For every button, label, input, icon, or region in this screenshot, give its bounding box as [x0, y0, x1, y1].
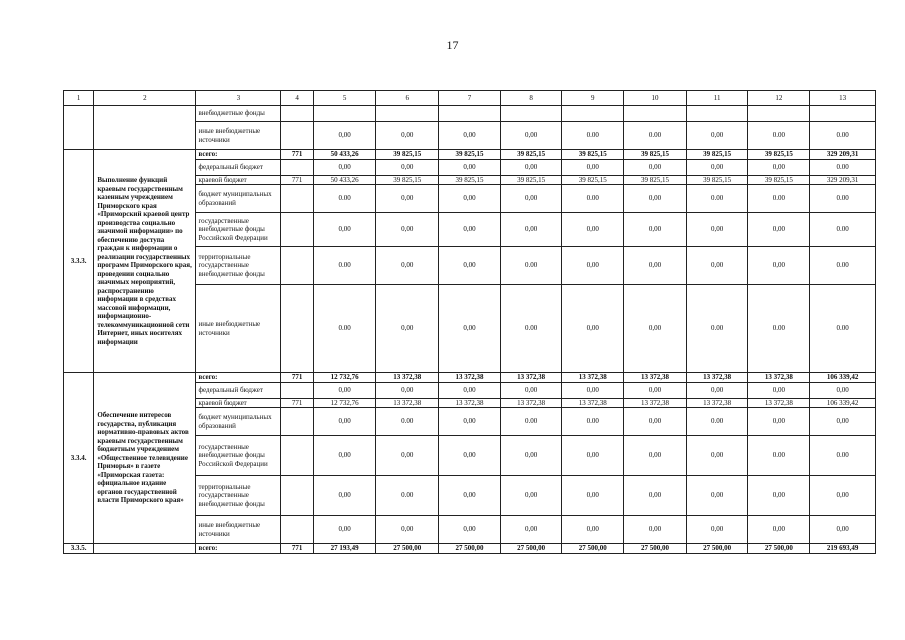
value-cell: 0,00	[562, 382, 624, 398]
value-cell: 13 372,38	[562, 398, 624, 408]
source-cell: всего:	[196, 373, 281, 383]
value-cell: 0.00	[562, 122, 624, 150]
header-row	[64, 91, 876, 106]
value-cell: 0,00	[439, 408, 501, 436]
value-cell: 0,00	[500, 159, 562, 175]
description-cell: Выполнение функций краевым государственным казенным учреждением Приморского края «Приморский краевой центр производства социально значимой информации» по обеспечению доступа граждан к информации о реализации государственных программ Приморского края, проведении социально значимых мероприятий, распространению информации в средствах массовой информации, информационно-телекоммуникационной сети Интернет, иных носителях информации	[94, 150, 196, 373]
value-cell: 0,00	[376, 159, 439, 175]
value-cell: 0,00	[500, 516, 562, 544]
value-cell: 0,00	[500, 122, 562, 150]
value-cell: 0,00	[313, 159, 376, 175]
value-cell: 0,00	[624, 382, 687, 398]
value-cell: 0.00	[376, 476, 439, 516]
value-cell: 0.00	[562, 185, 624, 213]
value-cell: 0.00	[313, 247, 376, 285]
gr-cell: 771	[281, 150, 313, 160]
table-row	[64, 150, 876, 160]
value-cell: 0,00	[500, 382, 562, 398]
value-cell: 13 372,38	[748, 398, 810, 408]
value-cell: 0,00	[624, 247, 687, 285]
header-cell: 2	[94, 91, 196, 106]
value-cell: 0.00	[748, 185, 810, 213]
value-cell: 39 825,15	[686, 175, 748, 185]
value-cell: 0,00	[439, 185, 501, 213]
source-cell: федеральный бюджет	[196, 159, 281, 175]
value-cell: 0.00	[686, 285, 748, 373]
value-cell: 0,00	[562, 285, 624, 373]
value-cell: 13 372,38	[376, 398, 439, 408]
value-cell: 0.00	[686, 408, 748, 436]
value-cell: 0,00	[439, 285, 501, 373]
value-cell: 0,00	[748, 382, 810, 398]
gr-cell	[281, 476, 313, 516]
source-cell: иные внебюджетные источники	[196, 285, 281, 373]
value-cell: 0,00	[439, 213, 501, 247]
value-cell: 0.00	[810, 159, 876, 175]
gr-cell	[281, 106, 313, 122]
value-cell: 0,00	[439, 476, 501, 516]
gr-cell	[281, 408, 313, 436]
value-cell: 0,00	[313, 408, 376, 436]
value-cell: 0,00	[810, 408, 876, 436]
gr-cell: 771	[281, 398, 313, 408]
value-cell: 0,00	[376, 122, 439, 150]
value-cell: 0.00	[500, 247, 562, 285]
value-cell: 39 825,15	[562, 175, 624, 185]
value-cell: 13 372,38	[500, 373, 562, 383]
value-cell: 0,00	[439, 382, 501, 398]
gr-cell	[281, 382, 313, 398]
value-cell: 0,00	[376, 285, 439, 373]
description-cell	[94, 544, 196, 554]
value-cell: 106 339,42	[810, 398, 876, 408]
value-cell: 0.00	[810, 213, 876, 247]
gr-cell	[281, 185, 313, 213]
code-cell: 3.3.4.	[64, 373, 94, 544]
source-cell: всего:	[196, 150, 281, 160]
value-cell: 13 372,38	[624, 398, 687, 408]
value-cell: 39 825,15	[500, 175, 562, 185]
value-cell: 0,00	[562, 516, 624, 544]
value-cell: 12 732,76	[313, 398, 376, 408]
budget-table	[63, 90, 876, 554]
value-cell: 12 732,76	[313, 373, 376, 383]
value-cell: 0.00	[376, 408, 439, 436]
value-cell: 39 825,15	[439, 175, 501, 185]
value-cell: 27 500,00	[376, 544, 439, 554]
value-cell: 0,00	[439, 122, 501, 150]
value-cell: 0,00	[748, 159, 810, 175]
value-cell: 0,00	[686, 516, 748, 544]
code-cell	[64, 106, 94, 150]
value-cell: 39 825,15	[376, 175, 439, 185]
source-cell: территориальные государственные внебюджетные фонды	[196, 476, 281, 516]
header-cell: 12	[748, 91, 810, 106]
value-cell: 0,00	[686, 122, 748, 150]
value-cell: 39 825,15	[624, 150, 687, 160]
value-cell: 39 825,15	[376, 150, 439, 160]
source-cell: иные внебюджетные источники	[196, 516, 281, 544]
value-cell: 0,00	[748, 516, 810, 544]
value-cell: 0,00	[562, 213, 624, 247]
value-cell: 0.00	[624, 122, 687, 150]
value-cell: 0,00	[624, 516, 687, 544]
header-cell: 3	[196, 91, 281, 106]
value-cell: 27 500,00	[686, 544, 748, 554]
value-cell: 0,00	[624, 159, 687, 175]
value-cell: 13 372,38	[624, 373, 687, 383]
value-cell: 0.00	[748, 122, 810, 150]
value-cell: 0,00	[313, 213, 376, 247]
value-cell: 0,00	[439, 436, 501, 476]
source-cell: краевой бюджет	[196, 398, 281, 408]
description-cell	[94, 106, 196, 150]
source-cell: всего:	[196, 544, 281, 554]
value-cell: 0,00	[686, 213, 748, 247]
value-cell: 0,00	[748, 247, 810, 285]
value-cell: 39 825,15	[686, 150, 748, 160]
value-cell: 0.00	[810, 122, 876, 150]
value-cell: 27 500,00	[748, 544, 810, 554]
source-cell: краевой бюджет	[196, 175, 281, 185]
value-cell: 0,00	[686, 247, 748, 285]
value-cell: 0,00	[562, 159, 624, 175]
value-cell: 13 372,38	[500, 398, 562, 408]
header-cell: 1	[64, 91, 94, 106]
value-cell: 0.00	[686, 185, 748, 213]
value-cell: 13 372,38	[376, 373, 439, 383]
value-cell: 0.00	[748, 436, 810, 476]
value-cell: 0,00	[439, 516, 501, 544]
value-cell: 0.00	[810, 285, 876, 373]
table-row	[64, 544, 876, 554]
header-cell: 8	[500, 91, 562, 106]
value-cell: 27 500,00	[624, 544, 687, 554]
gr-cell	[281, 122, 313, 150]
value-cell: 0,00	[376, 382, 439, 398]
value-cell: 0,00	[624, 185, 687, 213]
value-cell: 13 372,38	[562, 373, 624, 383]
value-cell: 0.00	[500, 408, 562, 436]
value-cell: 39 825,15	[748, 150, 810, 160]
header-cell: 13	[810, 91, 876, 106]
value-cell: 0,00	[624, 285, 687, 373]
value-cell: 0.00	[313, 285, 376, 373]
value-cell: 0,00	[376, 436, 439, 476]
value-cell: 0,00	[686, 159, 748, 175]
value-cell: 329 209,31	[810, 150, 876, 160]
value-cell: 0,00	[439, 247, 501, 285]
value-cell: 0.00	[562, 408, 624, 436]
header-cell: 5	[313, 91, 376, 106]
value-cell: 13 372,38	[686, 373, 748, 383]
value-cell: 219 693,49	[810, 544, 876, 554]
header-cell: 6	[376, 91, 439, 106]
value-cell: 0,00	[500, 185, 562, 213]
value-cell: 0,00	[500, 213, 562, 247]
value-cell: 0,00	[562, 436, 624, 476]
value-cell: 0.00	[748, 285, 810, 373]
value-cell: 13 372,38	[748, 373, 810, 383]
header-cell: 9	[562, 91, 624, 106]
code-cell: 3.3.5.	[64, 544, 94, 554]
value-cell: 0,00	[686, 436, 748, 476]
page-number: 17	[446, 38, 459, 52]
value-cell: 0,00	[810, 382, 876, 398]
value-cell: 0,00	[376, 213, 439, 247]
value-cell: 27 193,49	[313, 544, 376, 554]
description-cell: Обеспечение интересов государства, публикация нормативно-правовых актов краевым государственным бюджетным учреждением «Общественное телевидение Приморья» в газете «Приморская газета: официальное издание органов государственной власти Приморского края»	[94, 373, 196, 544]
value-cell: 0,00	[624, 408, 687, 436]
value-cell: 0,00	[686, 476, 748, 516]
value-cell: 0,00	[624, 436, 687, 476]
value-cell: 27 500,00	[439, 544, 501, 554]
table-row	[64, 373, 876, 383]
value-cell: 0,00	[810, 516, 876, 544]
source-cell: территориальные государственные внебюджетные фонды	[196, 247, 281, 285]
header-cell: 11	[686, 91, 748, 106]
value-cell: 0,00	[686, 382, 748, 398]
value-cell: 0,00	[376, 516, 439, 544]
value-cell: 0,00	[376, 247, 439, 285]
value-cell: 0,00	[439, 159, 501, 175]
gr-cell	[281, 247, 313, 285]
value-cell: 0.00	[313, 185, 376, 213]
value-cell: 0,00	[500, 436, 562, 476]
source-cell: бюджет муниципальных образований	[196, 408, 281, 436]
value-cell: 0,00	[376, 185, 439, 213]
gr-cell: 771	[281, 175, 313, 185]
value-cell: 0,00	[313, 436, 376, 476]
value-cell: 0.00	[810, 247, 876, 285]
value-cell: 0,00	[313, 122, 376, 150]
value-cell: 0,00	[624, 476, 687, 516]
value-cell: 0,00	[313, 476, 376, 516]
gr-cell	[281, 516, 313, 544]
value-cell: 0,00	[562, 247, 624, 285]
value-cell: 0,00	[562, 476, 624, 516]
value-cell: 0,00	[313, 382, 376, 398]
gr-cell	[281, 436, 313, 476]
value-cell: 13 372,38	[686, 398, 748, 408]
gr-cell: 771	[281, 373, 313, 383]
value-cell: 39 825,15	[624, 175, 687, 185]
value-cell: 329 209,31	[810, 175, 876, 185]
table-body	[64, 91, 876, 554]
value-cell: 27 500,00	[500, 544, 562, 554]
value-cell: 0.00	[810, 436, 876, 476]
source-cell: федеральный бюджет	[196, 382, 281, 398]
gr-cell: 771	[281, 544, 313, 554]
gr-cell	[281, 159, 313, 175]
table-row	[64, 106, 876, 122]
value-cell: 13 372,38	[439, 373, 501, 383]
value-cell: 50 433,26	[313, 175, 376, 185]
value-cell: 0.00	[810, 185, 876, 213]
value-cell: 0,00	[810, 476, 876, 516]
source-cell: бюджет муниципальных образований	[196, 185, 281, 213]
value-cell: 0,00	[624, 213, 687, 247]
value-cell: 0,00	[313, 516, 376, 544]
source-cell: государственные внебюджетные фонды Российской Федерации	[196, 213, 281, 247]
value-cell: 39 825,15	[748, 175, 810, 185]
value-cell: 39 825,15	[500, 150, 562, 160]
value-cell: 0,00	[748, 476, 810, 516]
header-cell: 4	[281, 91, 313, 106]
header-cell: 10	[624, 91, 687, 106]
value-cell: 106 339,42	[810, 373, 876, 383]
value-cell: 27 500,00	[562, 544, 624, 554]
code-cell: 3.3.3.	[64, 150, 94, 373]
value-cell: 39 825,15	[439, 150, 501, 160]
value-cell: 0,00	[500, 476, 562, 516]
value-cell: 0.00	[500, 285, 562, 373]
gr-cell	[281, 213, 313, 247]
source-cell: иные внебюджетные источники	[196, 122, 281, 150]
value-cell: 0,00	[748, 408, 810, 436]
value-cell: 39 825,15	[562, 150, 624, 160]
header-cell: 7	[439, 91, 501, 106]
gr-cell	[281, 285, 313, 373]
source-cell: внебюджетные фонды	[196, 106, 281, 122]
value-cell: 0,00	[748, 213, 810, 247]
source-cell: государственные внебюджетные фонды Российской Федерации	[196, 436, 281, 476]
value-cell: 50 433,26	[313, 150, 376, 160]
value-cell: 13 372,38	[439, 398, 501, 408]
